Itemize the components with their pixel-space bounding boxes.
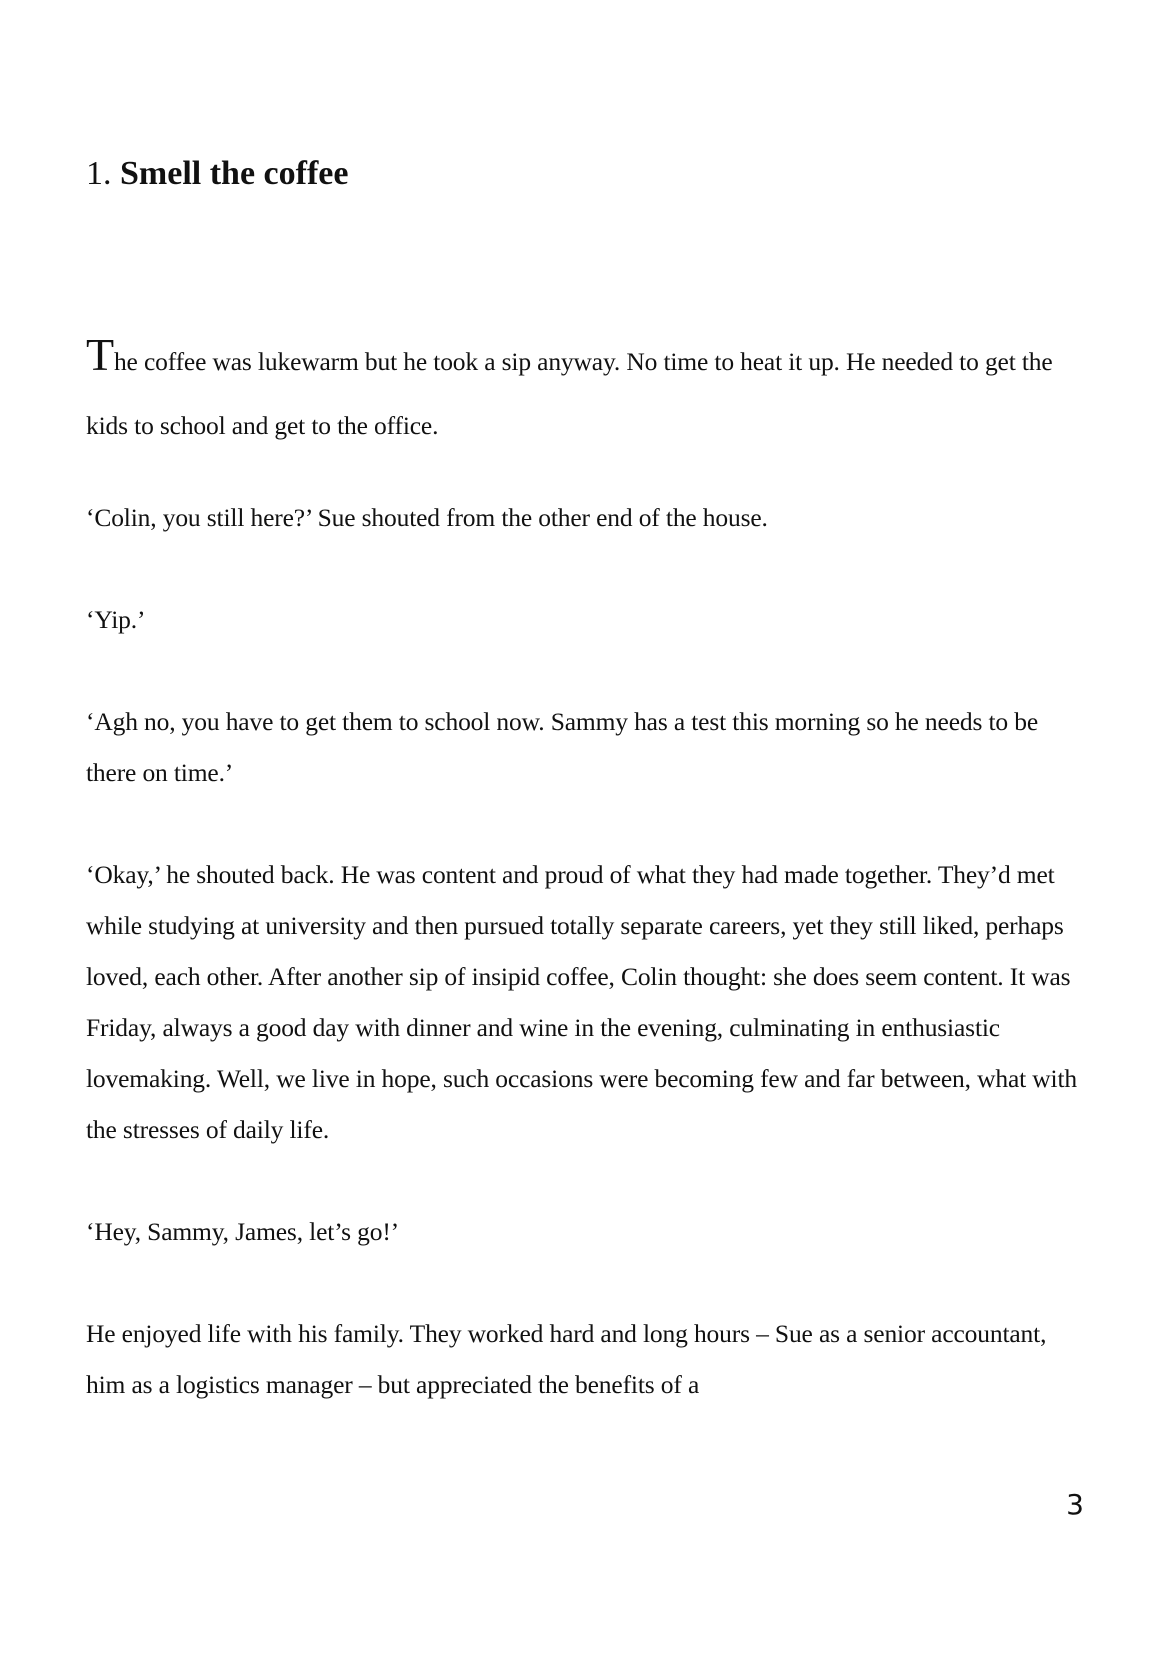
- paragraph: ‘Agh no, you have to get them to school now. Sammy has a test this morning so he needs to be there on time.’: [86, 707, 1038, 787]
- paragraph-text: he coffee was lukewarm but he took a sip anyway. No time to heat it up. He needed to get the kids to school and get to the office.: [86, 347, 1053, 440]
- chapter-body: [86, 330, 1086, 1461]
- paragraph: ‘Hey, Sammy, James, let’s go!’: [86, 1217, 400, 1246]
- chapter-heading: [86, 154, 348, 195]
- paragraph: ‘Colin, you still here?’ Sue shouted from the other end of the house.: [86, 503, 768, 532]
- paragraph: ‘Okay,’ he shouted back. He was content and proud of what they had made together. They’d met while studying at university and then pursued totally separate careers, yet they still liked, perhaps loved, each other. After another sip of insipid coffee, Colin thought: she does seem content. It was Friday, always a good day with dinner and wine in the evening, culminating in enthusiastic lovemaking. Well, we live in hope, such occasions were becoming few and far between, what with the stresses of daily life.: [86, 860, 1078, 1144]
- paragraph: ‘Yip.’: [86, 605, 146, 634]
- paragraph: He enjoyed life with his family. They worked hard and long hours – Sue as a senior accountant, him as a logistics manager – but appreciated the benefits of a: [86, 1319, 1047, 1399]
- chapter-number: 1.: [86, 155, 112, 192]
- page-number: 3: [1066, 1488, 1084, 1521]
- chapter-title: Smell the coffee: [120, 155, 349, 192]
- paragraph: [86, 330, 1086, 458]
- drop-cap: T: [86, 329, 114, 380]
